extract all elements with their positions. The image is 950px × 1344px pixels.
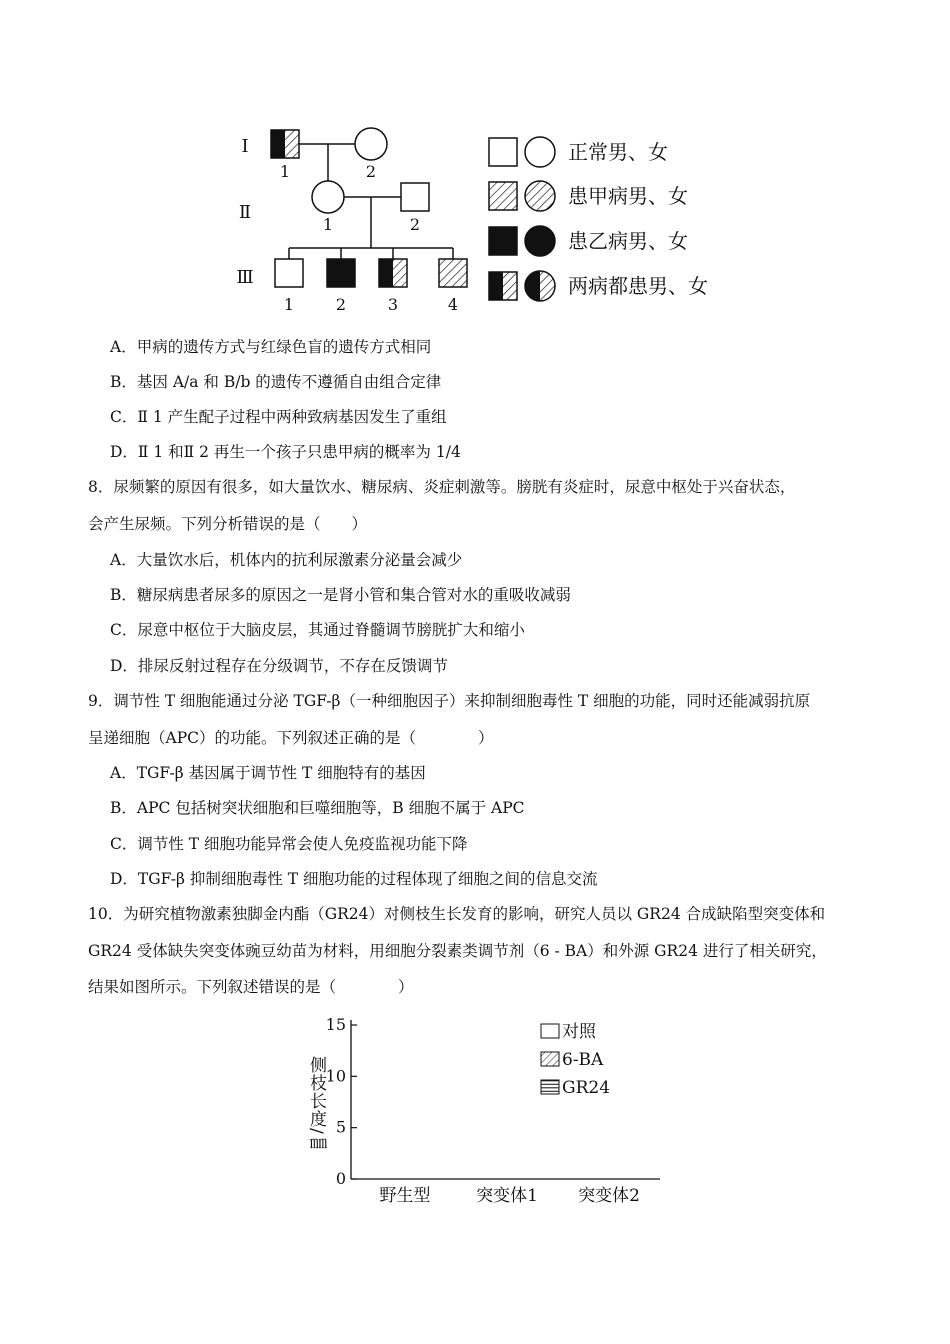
gen3-num-3: 3: [387, 295, 399, 314]
gen3-male-3-both: [379, 259, 407, 287]
q7-option-b: B．基因 A/a 和 B/b 的遗传不遵循自由组合定律: [110, 373, 442, 391]
gen3-male-1-normal: [275, 259, 303, 287]
x-category-label: 突变体1: [476, 1186, 538, 1206]
q8-option-c: C．尿意中枢位于大脑皮层，其通过脊髓调节膀胱扩大和缩小: [110, 621, 525, 639]
gen2-num-1: 1: [322, 215, 334, 234]
legend-disease-a: [489, 181, 688, 211]
legend-both-label: 两病都患男、女: [568, 274, 708, 298]
q9-option-b: B．APC 包括树突状细胞和巨噬细胞等，B 细胞不属于 APC: [110, 799, 525, 817]
legend-swatch: [541, 1052, 559, 1066]
q8-option-b: B．糖尿病患者尿多的原因之一是肾小管和集合管对水的重吸收减弱: [110, 586, 571, 604]
q8-option-d: D．排尿反射过程存在分级调节，不存在反馈调节: [110, 657, 448, 675]
gen3-num-2: 2: [335, 295, 347, 314]
pedigree-figure: [0, 0, 950, 320]
q7-option-d: D．Ⅱ 1 和Ⅱ 2 再生一个孩子只患甲病的概率为 1/4: [110, 443, 461, 461]
gen-label-2: Ⅱ: [238, 202, 252, 223]
gen1-num-2: 2: [365, 162, 377, 181]
y-tick-label: 0: [335, 1169, 346, 1188]
q9-option-a: A．TGF-β 基因属于调节性 T 细胞特有的基因: [110, 764, 426, 782]
legend-label: 6-BA: [562, 1050, 604, 1070]
y-tick-label: 10: [325, 1066, 346, 1086]
q10-stem-line2: GR24 受体缺失突变体豌豆幼苗为材料，用细胞分裂素类调节剂（6 - BA）和外源 GR24 进行了相关研究，: [88, 942, 827, 960]
q9-option-d: D．TGF-β 抑制细胞毒性 T 细胞功能的过程体现了细胞之间的信息交流: [110, 870, 598, 888]
q9-stem-line2: 呈递细胞（APC）的功能。下列叙述正确的是（ ）: [88, 729, 494, 747]
gen1-num-1: 1: [279, 162, 291, 181]
legend-normal-label: 正常男、女: [568, 140, 668, 164]
legend-disease-b-label: 患乙病男、女: [568, 229, 688, 253]
legend-disease-a-label: 患甲病男、女: [568, 184, 688, 208]
gen1-female-2-normal: [355, 128, 387, 160]
legend-swatch: [541, 1080, 559, 1094]
x-category-label: 野生型: [379, 1186, 431, 1206]
gen-label-1: Ⅰ: [241, 136, 249, 157]
legend-both: [489, 271, 708, 301]
gen3-num-4: 4: [447, 295, 459, 314]
y-tick-label: 15: [325, 1015, 346, 1034]
bar-chart: [0, 1010, 950, 1210]
gen3-num-1: 1: [283, 295, 295, 314]
x-category-label: 突变体2: [578, 1186, 640, 1206]
q9-stem-line1: 9．调节性 T 细胞能通过分泌 TGF-β（一种细胞因子）来抑制细胞毒性 T 细胞的功能，同时还能减弱抗原: [88, 692, 811, 710]
legend-swatch: [541, 1024, 559, 1038]
y-tick-label: 5: [335, 1117, 346, 1137]
legend-label: 对照: [562, 1022, 596, 1042]
legend-label: GR24: [562, 1078, 611, 1098]
q10-stem-line3: 结果如图所示。下列叙述错误的是（ ）: [88, 978, 414, 996]
gen-label-3: Ⅲ: [236, 267, 254, 288]
q7-option-a: A．甲病的遗传方式与红绿色盲的遗传方式相同: [110, 338, 432, 356]
gen3-male-4-disease-a: [439, 259, 467, 287]
q8-option-a: A．大量饮水后，机体内的抗利尿激素分泌量会减少: [110, 551, 463, 569]
gen1-male-1-both: [271, 130, 299, 158]
gen2-num-2: 2: [409, 215, 421, 234]
q7-option-c: C．Ⅱ 1 产生配子过程中两种致病基因发生了重组: [110, 408, 447, 426]
y-axis-label: 侧枝长度/㎜: [306, 1056, 326, 1153]
q9-option-c: C．调节性 T 细胞功能异常会使人免疫监视功能下降: [110, 835, 468, 853]
gen2-male-2-normal: [401, 183, 429, 211]
legend-disease-b: [489, 226, 688, 256]
legend-normal: [489, 137, 668, 167]
gen2-female-1-normal: [312, 181, 344, 213]
q10-stem-line1: 10．为研究植物激素独脚金内酯（GR24）对侧枝生长发育的影响，研究人员以 GR24 合成缺陷型突变体和: [88, 905, 826, 923]
q8-stem-line2: 会产生尿频。下列分析错误的是（ ）: [88, 515, 368, 533]
gen3-male-2-disease-b: [327, 259, 355, 287]
q8-stem-line1: 8．尿频繁的原因有很多，如大量饮水、糖尿病、炎症刺激等。膀胱有炎症时，尿意中枢处于兴奋状态，: [88, 478, 796, 496]
